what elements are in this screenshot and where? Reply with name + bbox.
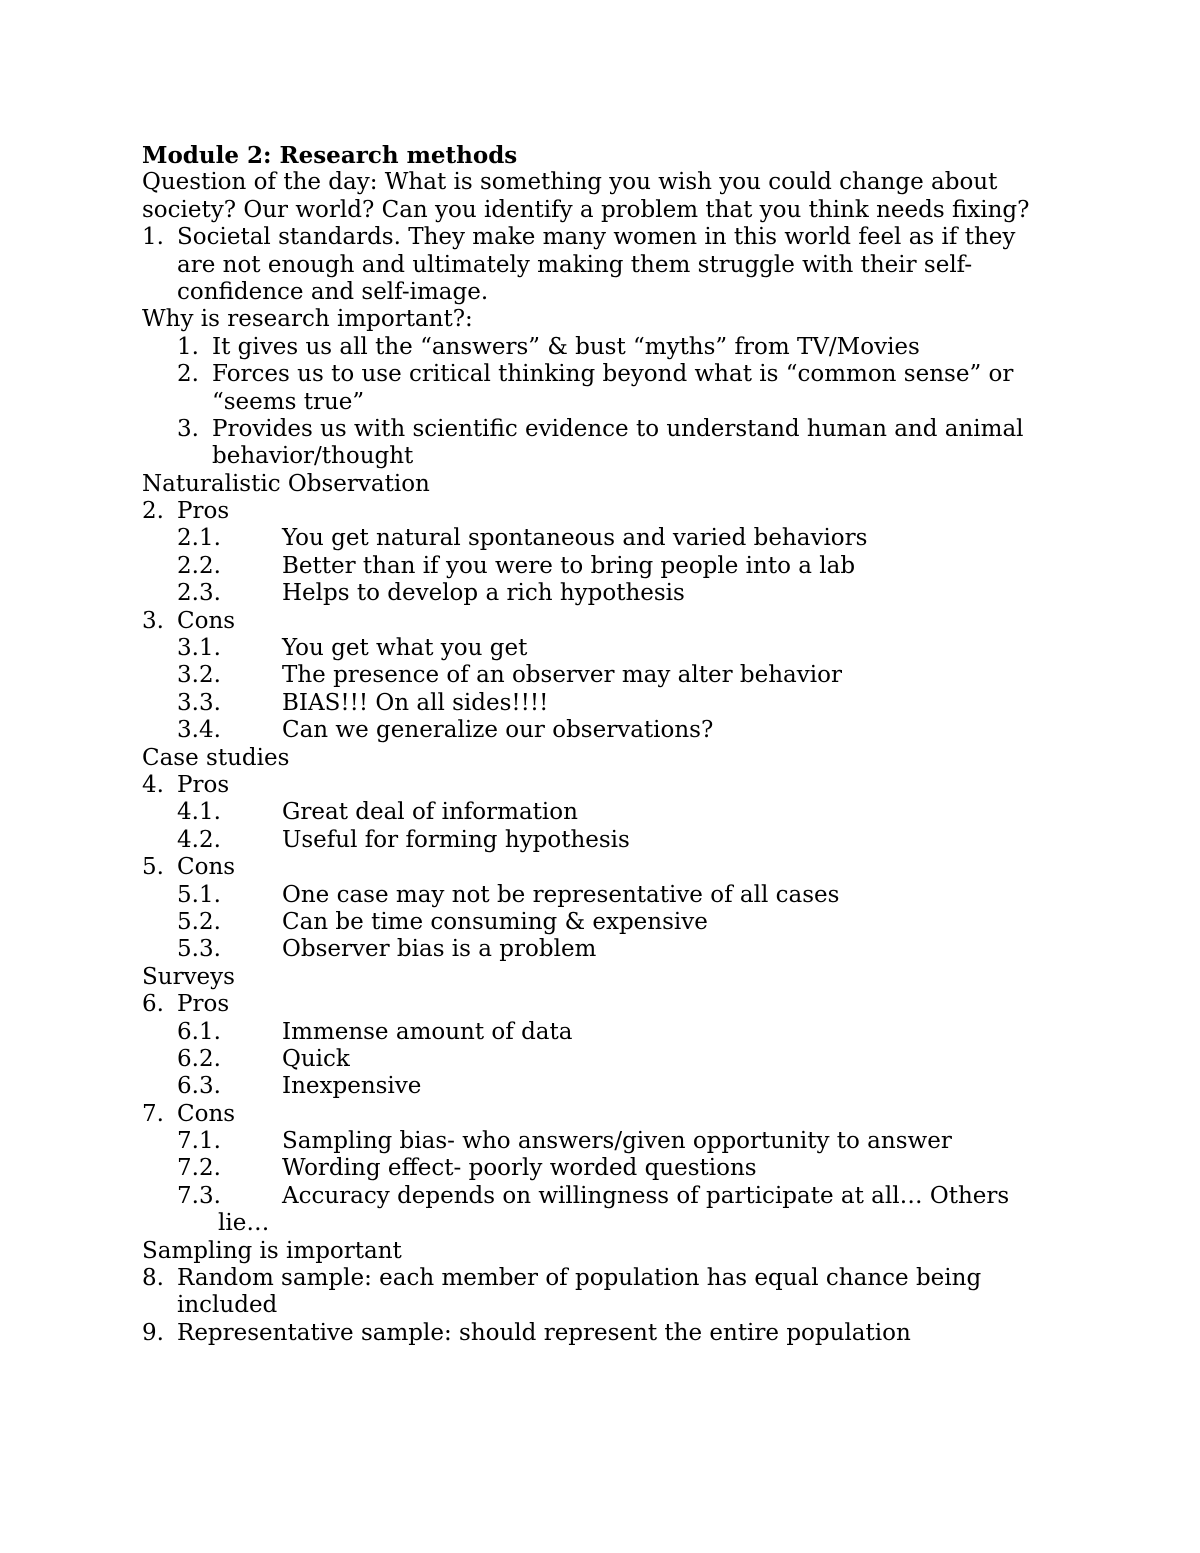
sub-item — [142, 799, 1057, 826]
list-item-text: Forces us to use critical thinking beyond what is “common sense” or — [212, 361, 1014, 388]
pros-label: Pros — [177, 498, 230, 525]
list-number: 7. — [142, 1100, 164, 1127]
sub-item — [142, 525, 1057, 552]
page-title: Module 2: Research methods — [142, 142, 518, 169]
sub-item — [142, 580, 1057, 607]
answer-item — [142, 224, 1057, 251]
sub-item — [142, 635, 1057, 662]
pros-label: Pros — [177, 991, 230, 1018]
sub-number: 5.2. — [177, 908, 221, 935]
cons-label: Cons — [177, 607, 236, 634]
cons-item — [142, 608, 1057, 635]
list-number: 8. — [142, 1265, 164, 1292]
sub-number: 2.1. — [177, 525, 221, 552]
pros-item — [142, 991, 1057, 1018]
sub-number: 3.4. — [177, 717, 221, 744]
sub-number: 7.3. — [177, 1182, 221, 1209]
sub-item-text: Observer bias is a problem — [282, 936, 597, 963]
sub-item-text: Immense amount of data — [282, 1018, 573, 1045]
sub-item-text: Useful for forming hypothesis — [282, 826, 630, 853]
sub-number: 3.1. — [177, 635, 221, 662]
sub-item-text: Helps to develop a rich hypothesis — [282, 580, 685, 607]
list-item — [142, 1265, 1057, 1292]
sub-item-text: Better than if you were to bring people into a lab — [282, 552, 856, 579]
list-number: 2. — [142, 498, 164, 525]
list-number: 1. — [177, 333, 199, 360]
sub-number: 3.2. — [177, 662, 221, 689]
sub-item — [142, 690, 1057, 717]
sub-item-text: One case may not be representative of all cases — [282, 881, 840, 908]
pros-item — [142, 772, 1057, 799]
list-number: 9. — [142, 1319, 164, 1346]
sub-item — [142, 1073, 1057, 1100]
sub-number: 6.2. — [177, 1045, 221, 1072]
sub-item-text: Quick — [282, 1045, 350, 1072]
section-heading: Surveys — [142, 963, 235, 990]
sub-item — [142, 827, 1057, 854]
sub-number: 7.1. — [177, 1128, 221, 1155]
sub-item-continuation: lie… — [218, 1210, 270, 1237]
list-item — [142, 361, 1057, 388]
sub-number: 5.3. — [177, 936, 221, 963]
list-item-text: It gives us all the “answers” & bust “myths” from TV/Movies — [212, 333, 920, 360]
sub-item-text: Wording effect- poorly worded questions — [282, 1155, 757, 1182]
pros-item — [142, 498, 1057, 525]
cons-item — [142, 854, 1057, 881]
answer-continuation: are not enough and ultimately making them struggle with their self- — [177, 251, 973, 278]
sub-item — [142, 909, 1057, 936]
sub-item — [142, 662, 1057, 689]
cons-label: Cons — [177, 854, 236, 881]
sub-item-text: Can be time consuming & expensive — [282, 908, 708, 935]
sub-number: 3.3. — [177, 689, 221, 716]
cons-item — [142, 1101, 1057, 1128]
section-heading: Naturalistic Observation — [142, 470, 430, 497]
sub-item — [142, 882, 1057, 909]
sub-number: 7.2. — [177, 1155, 221, 1182]
list-item — [142, 1320, 1057, 1347]
pros-label: Pros — [177, 771, 230, 798]
list-item-text: Provides us with scientific evidence to understand human and animal — [212, 415, 1024, 442]
sub-item-text: Can we generalize our observations? — [282, 717, 714, 744]
sub-item — [142, 1183, 1057, 1210]
sub-item-text: The presence of an observer may alter behavior — [282, 662, 842, 689]
document-page — [142, 142, 1057, 1347]
sub-item-text: Sampling bias- who answers/given opportunity to answer — [282, 1128, 952, 1155]
sub-item-text: BIAS!!! On all sides!!!! — [282, 689, 549, 716]
list-number: 4. — [142, 771, 164, 798]
sub-item — [142, 1019, 1057, 1046]
list-item — [142, 416, 1057, 443]
sub-item-text: Inexpensive — [282, 1073, 422, 1100]
sub-number: 2.3. — [177, 580, 221, 607]
section-heading: Why is research important?: — [142, 306, 473, 333]
answer-continuation: confidence and self-image. — [177, 278, 489, 305]
list-number: 1. — [142, 224, 164, 251]
list-item-continuation: behavior/thought — [212, 443, 414, 470]
list-item-continuation: “seems true” — [212, 388, 365, 415]
sub-item — [142, 1046, 1057, 1073]
sub-item-text: Accuracy depends on willingness of participate at all… Others — [282, 1182, 1010, 1209]
list-number: 3. — [177, 415, 199, 442]
list-number: 6. — [142, 991, 164, 1018]
list-item-text: Representative sample: should represent the entire population — [177, 1319, 911, 1346]
sub-number: 6.1. — [177, 1018, 221, 1045]
sub-number: 6.3. — [177, 1073, 221, 1100]
question-line: society? Our world? Can you identify a problem that you think needs fixing? — [142, 196, 1030, 223]
cons-label: Cons — [177, 1100, 236, 1127]
sub-item — [142, 936, 1057, 963]
list-item-text: Random sample: each member of population has equal chance being — [177, 1265, 982, 1292]
sub-item-text: You get what you get — [282, 635, 528, 662]
sub-item-text: You get natural spontaneous and varied behaviors — [282, 525, 868, 552]
answer-text: Societal standards. They make many women in this world feel as if they — [177, 224, 1016, 251]
section-heading: Sampling is important — [142, 1237, 402, 1264]
sub-number: 4.1. — [177, 799, 221, 826]
list-number: 2. — [177, 361, 199, 388]
sub-number: 2.2. — [177, 552, 221, 579]
sub-item — [142, 553, 1057, 580]
question-line: Question of the day: What is something you wish you could change about — [142, 169, 998, 196]
list-number: 5. — [142, 854, 164, 881]
sub-item — [142, 1155, 1057, 1182]
sub-number: 4.2. — [177, 826, 221, 853]
sub-item-text: Great deal of information — [282, 799, 578, 826]
sub-item — [142, 1128, 1057, 1155]
list-number: 3. — [142, 607, 164, 634]
sub-number: 5.1. — [177, 881, 221, 908]
list-item-continuation: included — [177, 1292, 278, 1319]
list-item — [142, 334, 1057, 361]
section-heading: Case studies — [142, 744, 290, 771]
sub-item — [142, 717, 1057, 744]
